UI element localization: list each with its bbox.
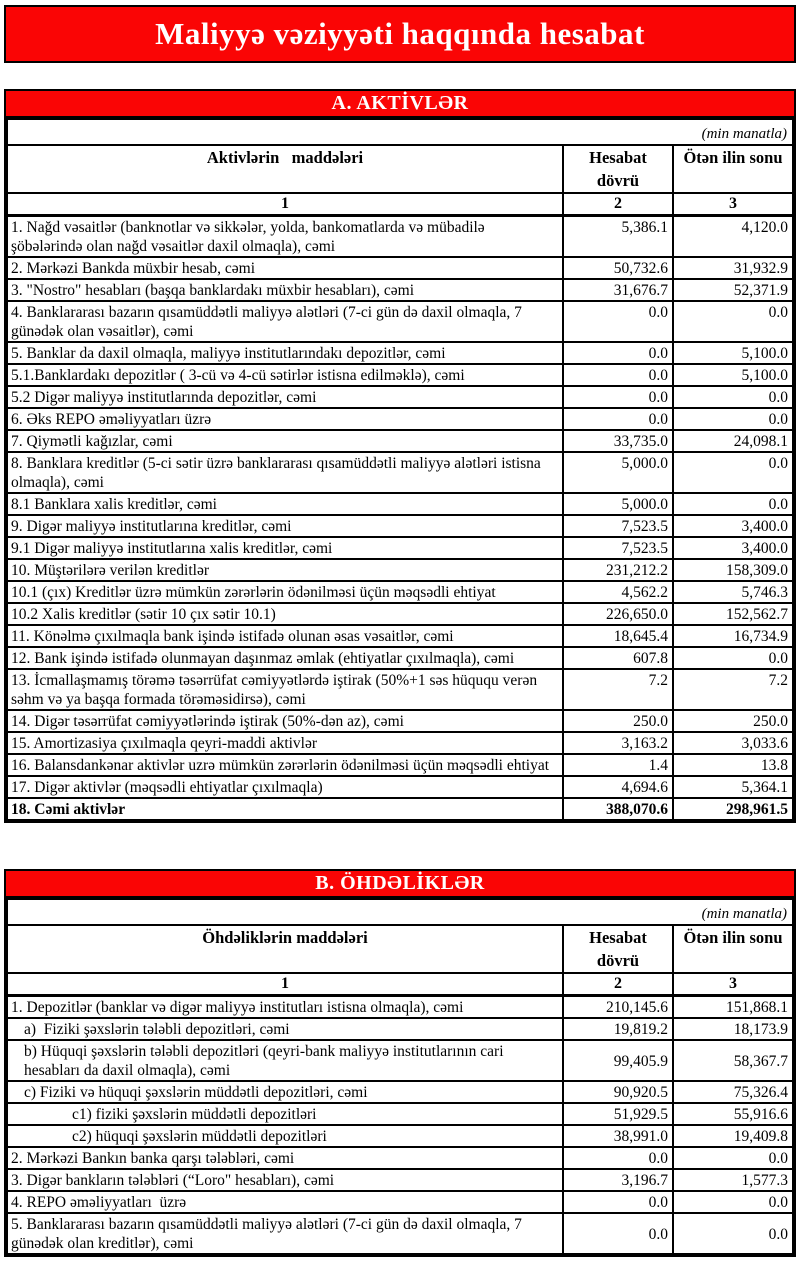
row-value-previous: 1,577.3: [673, 1169, 793, 1191]
table-row: [7, 1018, 793, 1040]
row-label: 10.2 Xalis kreditlər (sətir 10 çıx sətir 10.1): [7, 603, 563, 625]
column-index-items: 1: [7, 973, 563, 996]
table-row: [7, 669, 793, 710]
row-label: a) Fiziki şəxslərin tələbli depozitləri, cəmi: [7, 1018, 563, 1040]
table-row: [7, 408, 793, 430]
row-value-current: 7,523.5: [563, 515, 673, 537]
unit-note-row: [7, 119, 793, 145]
row-value-current: 5,000.0: [563, 493, 673, 515]
table-row: [7, 603, 793, 625]
row-label: 10. Müştərilərə verilən kreditlər: [7, 559, 563, 581]
table-row: [7, 515, 793, 537]
row-value-previous: 0.0: [673, 1147, 793, 1169]
row-label: 8.1 Banklara xalis kreditlər, cəmi: [7, 493, 563, 515]
row-label: 8. Banklara kreditlər (5-ci sətir üzrə banklararası qısamüddətli maliyyə alətləri istisna olmaqla), cəmi: [7, 452, 563, 493]
page-title: Maliyyə vəziyyəti haqqında hesabat: [155, 16, 645, 51]
table-row: [7, 1213, 793, 1254]
row-label: 3. "Nostro" hesabları (başqa banklardakı müxbir hesabları), cəmi: [7, 279, 563, 301]
column-header-items: Öhdəliklərin maddələri: [7, 925, 563, 973]
row-label: 5.1.Banklardakı depozitlər ( 3-cü və 4-cü sətirlər istisna edilməklə), cəmi: [7, 364, 563, 386]
row-value-current: 4,562.2: [563, 581, 673, 603]
row-value-current: 38,991.0: [563, 1125, 673, 1147]
column-header-items: Aktivlərin maddələri: [7, 145, 563, 193]
row-value-current: 90,920.5: [563, 1081, 673, 1103]
row-value-current: 226,650.0: [563, 603, 673, 625]
table-row: [7, 754, 793, 776]
row-label: 5. Banklararası bazarın qısamüddətli maliyyə alətləri (7-ci gün də daxil olmaqla, 7 günədək olan kreditlər), cəmi: [7, 1213, 563, 1254]
unit-note-row: [7, 899, 793, 925]
row-label: 18. Cəmi aktivlər: [7, 798, 563, 820]
row-value-previous: 0.0: [673, 301, 793, 342]
row-label: c2) hüquqi şəxslərin müddətli depozitləri: [7, 1125, 563, 1147]
section-assets: [4, 89, 796, 823]
row-value-previous: 152,562.7: [673, 603, 793, 625]
table-row: [7, 581, 793, 603]
row-label: c1) fiziki şəxslərin müddətli depozitləri: [7, 1103, 563, 1125]
row-label: 5.2 Digər maliyyə institutlarında depozitlər, cəmi: [7, 386, 563, 408]
row-value-previous: 3,400.0: [673, 537, 793, 559]
column-header-current: Hesabat dövrü: [563, 145, 673, 193]
row-label: 9. Digər maliyyə institutlarına kreditlər, cəmi: [7, 515, 563, 537]
table-row: [7, 364, 793, 386]
row-value-current: 1.4: [563, 754, 673, 776]
row-value-current: 99,405.9: [563, 1040, 673, 1081]
column-index-current: 2: [563, 193, 673, 216]
row-value-current: 4,694.6: [563, 776, 673, 798]
row-value-current: 5,000.0: [563, 452, 673, 493]
row-label: 13. İcmallaşmamış törəmə təsərrüfat cəmiyyətlərdə iştirak (50%+1 səs hüququ verən səhm və ya başqa formada törəməsidirsə), cəmi: [7, 669, 563, 710]
column-index-previous: 3: [673, 973, 793, 996]
table-row: [7, 1191, 793, 1213]
row-value-previous: 31,932.9: [673, 257, 793, 279]
row-label: 1. Depozitlər (banklar və digər maliyyə institutları istisna olmaqla), cəmi: [7, 996, 563, 1019]
row-value-current: 250.0: [563, 710, 673, 732]
table-row: [7, 257, 793, 279]
row-label: 2. Mərkəzi Bankda müxbir hesab, cəmi: [7, 257, 563, 279]
row-value-current: 50,732.6: [563, 257, 673, 279]
section-liabilities-banner: [6, 871, 794, 898]
table-row: [7, 625, 793, 647]
table-row: [7, 537, 793, 559]
row-label: 2. Mərkəzi Bankın banka qarşı tələbləri, cəmi: [7, 1147, 563, 1169]
row-label: 4. REPO əməliyyatları üzrə: [7, 1191, 563, 1213]
row-value-current: 0.0: [563, 408, 673, 430]
row-value-current: 210,145.6: [563, 996, 673, 1019]
table-row: [7, 493, 793, 515]
row-value-current: 3,196.7: [563, 1169, 673, 1191]
row-value-previous: 7.2: [673, 669, 793, 710]
row-label: 12. Bank işində istifadə olunmayan daşınmaz əmlak (ehtiyatlar çıxılmaqla), cəmi: [7, 647, 563, 669]
row-value-current: 231,212.2: [563, 559, 673, 581]
row-label: b) Hüquqi şəxslərin tələbli depozitləri (qeyri-bank maliyyə institutlarının cari hesabları da daxil olmaqla), cəmi: [7, 1040, 563, 1081]
row-value-current: 5,386.1: [563, 216, 673, 258]
row-value-current: 33,735.0: [563, 430, 673, 452]
row-value-previous: 75,326.4: [673, 1081, 793, 1103]
row-value-current: 0.0: [563, 1191, 673, 1213]
column-index-row: [7, 193, 793, 216]
row-value-previous: 5,100.0: [673, 364, 793, 386]
row-value-previous: 250.0: [673, 710, 793, 732]
table-row: [7, 279, 793, 301]
table-row: [7, 386, 793, 408]
row-value-previous: 5,746.3: [673, 581, 793, 603]
table-row: [7, 776, 793, 798]
row-value-current: 0.0: [563, 1147, 673, 1169]
row-value-current: 0.0: [563, 301, 673, 342]
table-row: [7, 1081, 793, 1103]
row-value-current: 0.0: [563, 386, 673, 408]
row-value-previous: 5,364.1: [673, 776, 793, 798]
table-row: [7, 1125, 793, 1147]
row-value-previous: 55,916.6: [673, 1103, 793, 1125]
section-assets-title: A. AKTİVLƏR: [331, 92, 469, 114]
table-row: [7, 647, 793, 669]
table-row: [7, 216, 793, 258]
row-value-previous: 19,409.8: [673, 1125, 793, 1147]
table-row: [7, 430, 793, 452]
column-header-previous: Ötən ilin sonu: [673, 925, 793, 973]
row-value-current: 19,819.2: [563, 1018, 673, 1040]
row-value-current: 31,676.7: [563, 279, 673, 301]
table-row: [7, 996, 793, 1019]
table-row: [7, 342, 793, 364]
row-value-previous: 298,961.5: [673, 798, 793, 820]
row-label: 5. Banklar da daxil olmaqla, maliyyə institutlarındakı depozitlər, cəmi: [7, 342, 563, 364]
column-index-items: 1: [7, 193, 563, 216]
row-label: 15. Amortizasiya çıxılmaqla qeyri-maddi aktivlər: [7, 732, 563, 754]
row-value-previous: 18,173.9: [673, 1018, 793, 1040]
column-header-current: Hesabat dövrü: [563, 925, 673, 973]
section-liabilities: [4, 869, 796, 1257]
assets-table: [6, 118, 794, 821]
table-row: [7, 1147, 793, 1169]
table-row: [7, 798, 793, 820]
row-value-previous: 13.8: [673, 754, 793, 776]
row-label: 11. Könəlmə çıxılmaqla bank işində istifadə olunan əsas vəsaitlər, cəmi: [7, 625, 563, 647]
table-row: [7, 710, 793, 732]
row-value-current: 388,070.6: [563, 798, 673, 820]
row-value-previous: 0.0: [673, 493, 793, 515]
column-index-row: [7, 973, 793, 996]
row-value-previous: 3,033.6: [673, 732, 793, 754]
row-value-previous: 158,309.0: [673, 559, 793, 581]
section-liabilities-title: B. ÖHDƏLİKLƏR: [315, 872, 485, 894]
table-row: [7, 301, 793, 342]
row-value-current: 18,645.4: [563, 625, 673, 647]
row-value-previous: 0.0: [673, 408, 793, 430]
row-value-previous: 58,367.7: [673, 1040, 793, 1081]
column-index-previous: 3: [673, 193, 793, 216]
row-value-previous: 4,120.0: [673, 216, 793, 258]
row-value-previous: 16,734.9: [673, 625, 793, 647]
row-value-previous: 0.0: [673, 386, 793, 408]
row-value-previous: 0.0: [673, 1213, 793, 1254]
row-label: 17. Digər aktivlər (məqsədli ehtiyatlar çıxılmaqla): [7, 776, 563, 798]
table-row: [7, 732, 793, 754]
row-label: 16. Balansdankənar aktivlər uzrə mümkün zərərlərin ödənilməsi üçün məqsədli ehtiyat: [7, 754, 563, 776]
table-row: [7, 1103, 793, 1125]
row-value-current: 0.0: [563, 342, 673, 364]
row-value-current: 7.2: [563, 669, 673, 710]
row-label: 4. Banklararası bazarın qısamüddətli maliyyə alətləri (7-ci gün də daxil olmaqla, 7 günədək olan vəsaitlər), cəmi: [7, 301, 563, 342]
row-value-previous: 52,371.9: [673, 279, 793, 301]
row-label: 14. Digər təsərrüfat cəmiyyətlərində iştirak (50%-dən az), cəmi: [7, 710, 563, 732]
row-value-previous: 0.0: [673, 647, 793, 669]
column-header-previous: Ötən ilin sonu: [673, 145, 793, 193]
row-value-current: 51,929.5: [563, 1103, 673, 1125]
row-value-current: 0.0: [563, 364, 673, 386]
liabilities-table: [6, 898, 794, 1255]
row-value-current: 607.8: [563, 647, 673, 669]
row-label: 9.1 Digər maliyyə institutlarına xalis kreditlər, cəmi: [7, 537, 563, 559]
row-value-previous: 3,400.0: [673, 515, 793, 537]
table-row: [7, 452, 793, 493]
unit-note: (min manatla): [7, 899, 793, 925]
row-label: 7. Qiymətli kağızlar, cəmi: [7, 430, 563, 452]
row-value-current: 3,163.2: [563, 732, 673, 754]
section-assets-banner: [6, 91, 794, 118]
row-label: 3. Digər bankların tələbləri (“Loro" hesabları), cəmi: [7, 1169, 563, 1191]
table-row: [7, 559, 793, 581]
row-label: 10.1 (çıx) Kreditlər üzrə mümkün zərərlərin ödənilməsi üçün məqsədli ehtiyat: [7, 581, 563, 603]
row-value-current: 0.0: [563, 1213, 673, 1254]
row-label: 6. Əks REPO əməliyyatları üzrə: [7, 408, 563, 430]
column-index-current: 2: [563, 973, 673, 996]
row-label: 1. Nağd vəsaitlər (banknotlar və sikkələr, yolda, bankomatlarda və mübadilə şöbələrində olan nağd vəsaitlər daxil olmaqla), cəmi: [7, 216, 563, 258]
row-value-previous: 24,098.1: [673, 430, 793, 452]
column-header-row: [7, 925, 793, 973]
row-value-previous: 0.0: [673, 1191, 793, 1213]
row-value-previous: 5,100.0: [673, 342, 793, 364]
row-value-previous: 0.0: [673, 452, 793, 493]
row-label: c) Fiziki və hüquqi şəxslərin müddətli depozitləri, cəmi: [7, 1081, 563, 1103]
column-header-row: [7, 145, 793, 193]
table-row: [7, 1169, 793, 1191]
row-value-previous: 151,868.1: [673, 996, 793, 1019]
unit-note: (min manatla): [7, 119, 793, 145]
table-row: [7, 1040, 793, 1081]
row-value-current: 7,523.5: [563, 537, 673, 559]
page-title-banner: [4, 5, 796, 63]
